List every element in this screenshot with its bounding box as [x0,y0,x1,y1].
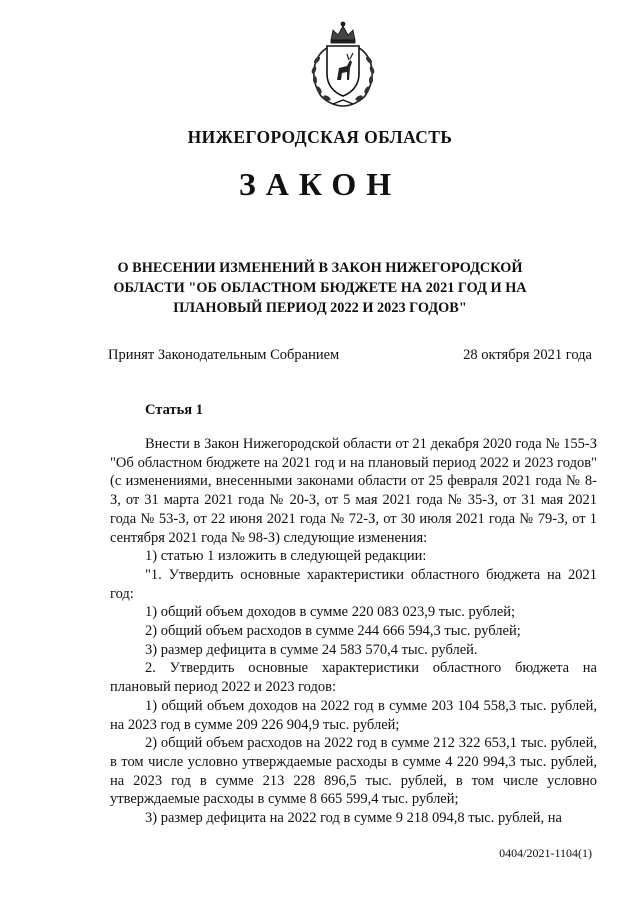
document-type: ЗАКОН [238,166,402,202]
paragraph-item: 1) общий объем доходов на 2022 год в сумме 203 104 558,3 тыс. рублей, на 2023 год в сумме 209 226 904,9 тыс. рублей; [110,697,597,733]
paragraph-item: 1) общий объем доходов в сумме 220 083 023,9 тыс. рублей; [145,604,516,621]
paragraph-item: 2. Утвердить основные характеристики областного бюджета на плановый период 2022 и 2023 годов: [110,660,597,696]
adoption-date: 28 октября 2021 года [463,347,592,363]
law-title: О ВНЕСЕНИИ ИЗМЕНЕНИЙ В ЗАКОН НИЖЕГОРОДСКОЙ ОБЛАСТИ "ОБ ОБЛАСТНОМ БЮДЖЕТЕ НА 2021 ГОД И НА ПЛАНОВЫЙ ПЕРИОД 2022 И 2023 ГОДОВ" [113,260,527,316]
paragraph-item: 2) общий объем расходов на 2022 год в сумме 212 322 653,1 тыс. рублей, в том числе условно утверждаемые расходы в сумме 4 220 994,3 тыс. рублей, на 2023 год в сумме 213 228 896,5 тыс. рублей, в том числе условно утверждаемые расходы в сумме 8 665 599,4 тыс. рублей; [110,735,597,808]
article-body [110,435,597,828]
paragraph-item: 3) размер дефицита на 2022 год в сумме 9 218 094,8 тыс. рублей, на [145,810,562,827]
document-number: 0404/2021-1104(1) [499,846,592,860]
region-name: НИЖЕГОРОДСКАЯ ОБЛАСТЬ [187,127,453,147]
paragraph-item: "1. Утвердить основные характеристики областного бюджета на 2021 год: [110,566,597,602]
paragraph-intro: Внести в Закон Нижегородской области от 21 декабря 2020 года № 155-З "Об областном бюджете на 2021 год и на плановый период 2022 и 2023 годов" (с изменениями, внесенными законами области от 25 февраля 2021 года № 8-З, от 31 марта 2021 года № 20-З, от 5 мая 2021 года № 35-З, от 31 мая 2021 года № 53-З, от 22 июня 2021 года № 72-З, от 30 июля 2021 года № 79-З, от 1 сентября 2021 года № 98-З) следующие изменения: [110,436,597,546]
coat-of-arms-icon [297,18,389,110]
paragraph-item: 2) общий объем расходов в сумме 244 666 594,3 тыс. рублей; [145,623,521,640]
article-heading: Статья 1 [145,402,203,418]
adoption-label: Принят Законодательным Собранием [108,347,340,363]
paragraph-item: 1) статью 1 изложить в следующей редакции: [145,548,427,565]
paragraph-item: 3) размер дефицита в сумме 24 583 570,4 тыс. рублей. [145,641,478,658]
